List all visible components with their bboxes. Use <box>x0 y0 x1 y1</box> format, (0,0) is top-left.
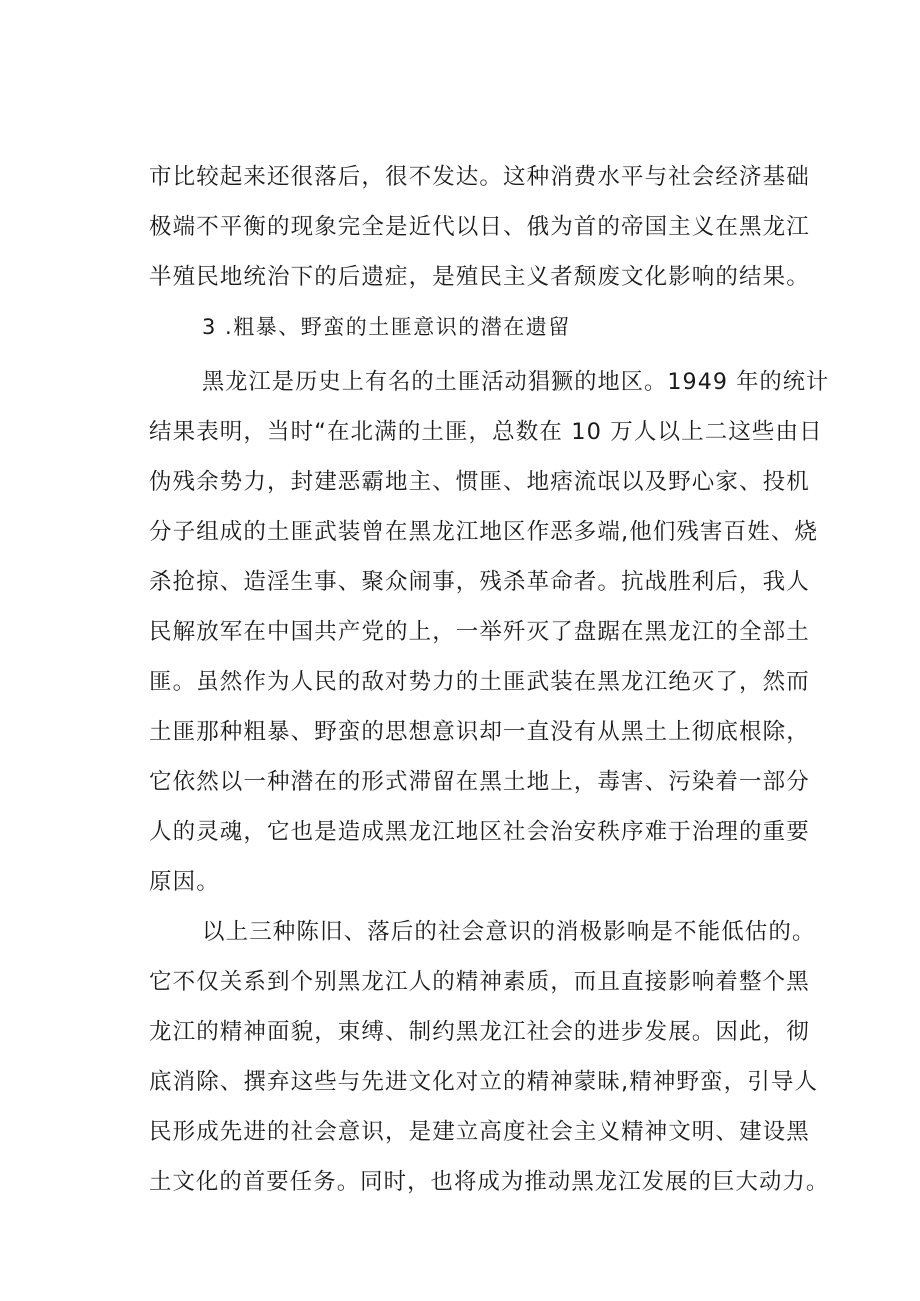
text-line: 原因。 <box>149 869 220 895</box>
text-line: 人的灵魂，它也是造成黑龙江地区社会治安秩序难于治理的重要 <box>149 819 810 845</box>
text-line: 以上三种陈旧、落后的社会意识的消极影响是不能低估的。 <box>202 919 816 945</box>
text-line: 龙江的精神面貌，束缚、制约黑龙江社会的进步发展。因此，彻 <box>149 1019 810 1045</box>
text-line: 半殖民地统治下的后遗症，是殖民主义者颓废文化影响的结果。 <box>149 264 810 290</box>
text-line: 它不仅关系到个别黑龙江人的精神素质，而且直接影响着整个黑 <box>149 969 810 995</box>
text-line: 极端不平衡的现象完全是近代以日、俄为首的帝国主义在黑龙江 <box>149 214 810 240</box>
text-line: 土匪那种粗暴、野蛮的思想意识却一直没有从黑土上彻底根除， <box>149 719 810 745</box>
text-line: 民形成先进的社会意识，是建立高度社会主义精神文明、建设黑 <box>149 1119 810 1145</box>
text-line: 杀抢掠、造淫生事、聚众闹事，残杀革命者。抗战胜利后，我人 <box>149 569 810 595</box>
text-line: 黑龙江是历史上有名的土匪活动猖獗的地区。1949 年的统计 <box>202 369 830 395</box>
text-line: 分子组成的土匪武装曾在黑龙江地区作恶多端,他们残害百姓、烧 <box>149 519 819 545</box>
text-line: 匪。虽然作为人民的敌对势力的土匪武装在黑龙江绝灭了，然而 <box>149 669 810 695</box>
section-heading: 3 .粗暴、野蛮的土匪意识的潜在遗留 <box>202 315 571 339</box>
text-line: 土文化的首要任务。同时，也将成为推动黑龙江发展的巨大动力。 <box>149 1169 830 1195</box>
text-line: 民解放军在中国共产党的上，一举歼灭了盘踞在黑龙江的全部土 <box>149 619 810 645</box>
text-line: 它依然以一种潜在的形式滞留在黑土地上，毒害、污染着一部分 <box>149 769 810 795</box>
text-line: 底消除、撰弃这些与先进文化对立的精神蒙昧,精神野蛮，引导人 <box>149 1069 819 1095</box>
text-line: 结果表明，当时“在北满的土匪，总数在 10 万人以上二这些由日 <box>149 419 823 445</box>
text-line: 市比较起来还很落后，很不发达。这种消费水平与社会经济基础 <box>149 164 810 190</box>
text-line: 伪残余势力，封建恶霸地主、惯匪、地痞流氓以及野心家、投机 <box>149 469 810 495</box>
